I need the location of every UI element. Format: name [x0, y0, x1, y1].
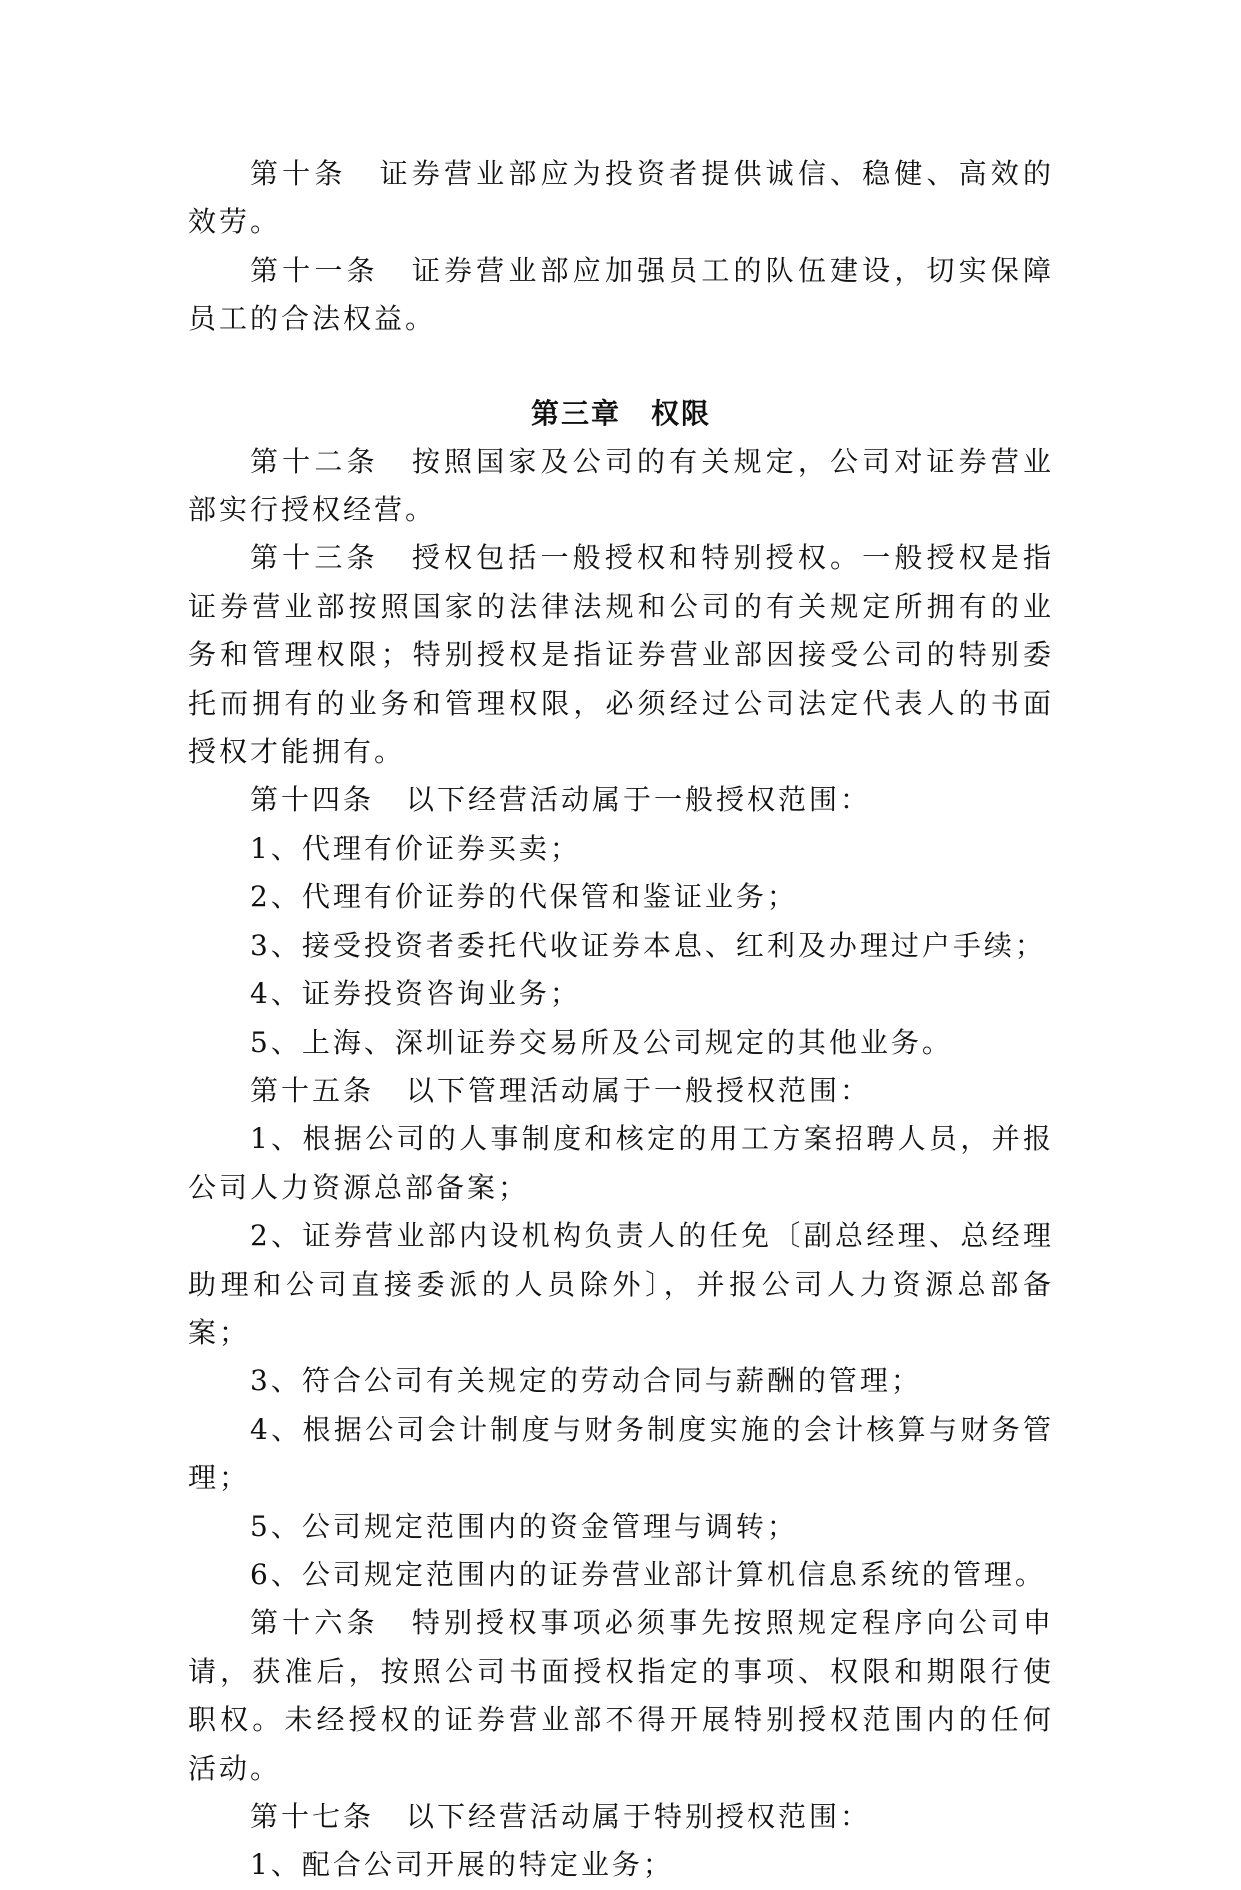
- list-item: 2、证券营业部内设机构负责人的任免〔副总经理、总经理助理和公司直接委派的人员除外〕，并报公司人力资源总部备案；: [188, 1219, 1054, 1349]
- article-label: 第十六条: [250, 1606, 379, 1640]
- article-17: [188, 1793, 1054, 1841]
- article-text: 证券营业部应为投资者提供诚信、稳健、高效的效劳。: [188, 157, 1054, 239]
- list-item: 5、公司规定范围内的资金管理与调转；: [250, 1509, 798, 1543]
- article-label: 第十七条: [250, 1800, 375, 1833]
- article-text: 以下管理活动属于一般授权范围：: [406, 1073, 872, 1107]
- list-item: 4、根据公司会计制度与财务制度实施的会计核算与财务管理；: [188, 1412, 1054, 1495]
- article-text: 按照国家及公司的有关规定，公司对证券营业部实行授权经营。: [188, 444, 1054, 527]
- article-text: 以下经营活动属于特别授权范围：: [406, 1800, 872, 1833]
- chapter-number: 第三章: [530, 396, 621, 430]
- list-item: 1、根据公司的人事制度和核定的用工方案招聘人员，并报公司人力资源总部备案；: [188, 1122, 1054, 1204]
- article-label: 第十四条: [250, 783, 375, 817]
- list-item: 6、公司规定范围内的证券营业部计算机信息系统的管理。: [250, 1557, 1046, 1591]
- list-item: 3、符合公司有关规定的劳动合同与薪酬的管理；: [250, 1364, 922, 1398]
- article-label: 第十三条: [250, 541, 379, 575]
- article-text: 特别授权事项必须事先按照规定程序向公司申请，获准后，按照公司书面授权指定的事项、权限和期限行使职权。未经授权的证券营业部不得开展特别授权范围内的任何活动。: [188, 1606, 1054, 1785]
- document-page: [188, 150, 1054, 1890]
- article-11: [188, 247, 1054, 344]
- article-10: [188, 150, 1054, 247]
- list-item: 5、上海、深圳证券交易所及公司规定的其他业务。: [250, 1025, 953, 1059]
- list-item: 1、配合公司开展的特定业务；: [250, 1848, 674, 1882]
- article-text: 证券营业部应加强员工的队伍建设，切实保障员工的合法权益。: [188, 253, 1054, 336]
- article-label: 第十五条: [250, 1073, 375, 1107]
- list-item: 2、代理有价证券的代保管和鉴证业务；: [250, 880, 798, 914]
- article-13: [188, 534, 1054, 776]
- article-text: 以下经营活动属于一般授权范围：: [406, 783, 872, 817]
- article-label: 第十一条: [250, 253, 379, 287]
- list-item: 3、接受投资者委托代收证券本息、红利及办理过户手续；: [250, 928, 1046, 962]
- article-text: 授权包括一般授权和特别授权。一般授权是指证券营业部按照国家的法律法规和公司的有关规定所拥有的业务和管理权限；特别授权是指证券营业部因接受公司的特别委托而拥有的业务和管理权限，必须经过公司法定代表人的书面授权才能拥有。: [188, 541, 1054, 769]
- article-label: 第十条: [250, 157, 347, 190]
- article-15: [188, 1067, 1054, 1115]
- list-item: 1、代理有价证券买卖；: [250, 831, 581, 865]
- chapter-title: 权限: [651, 396, 712, 430]
- article-16: [188, 1599, 1054, 1793]
- article-12: [188, 438, 1054, 535]
- article-14: [188, 776, 1054, 824]
- article-label: 第十二条: [250, 444, 379, 478]
- list-item: 4、证券投资咨询业务；: [250, 977, 581, 1011]
- chapter-heading: [188, 390, 1054, 438]
